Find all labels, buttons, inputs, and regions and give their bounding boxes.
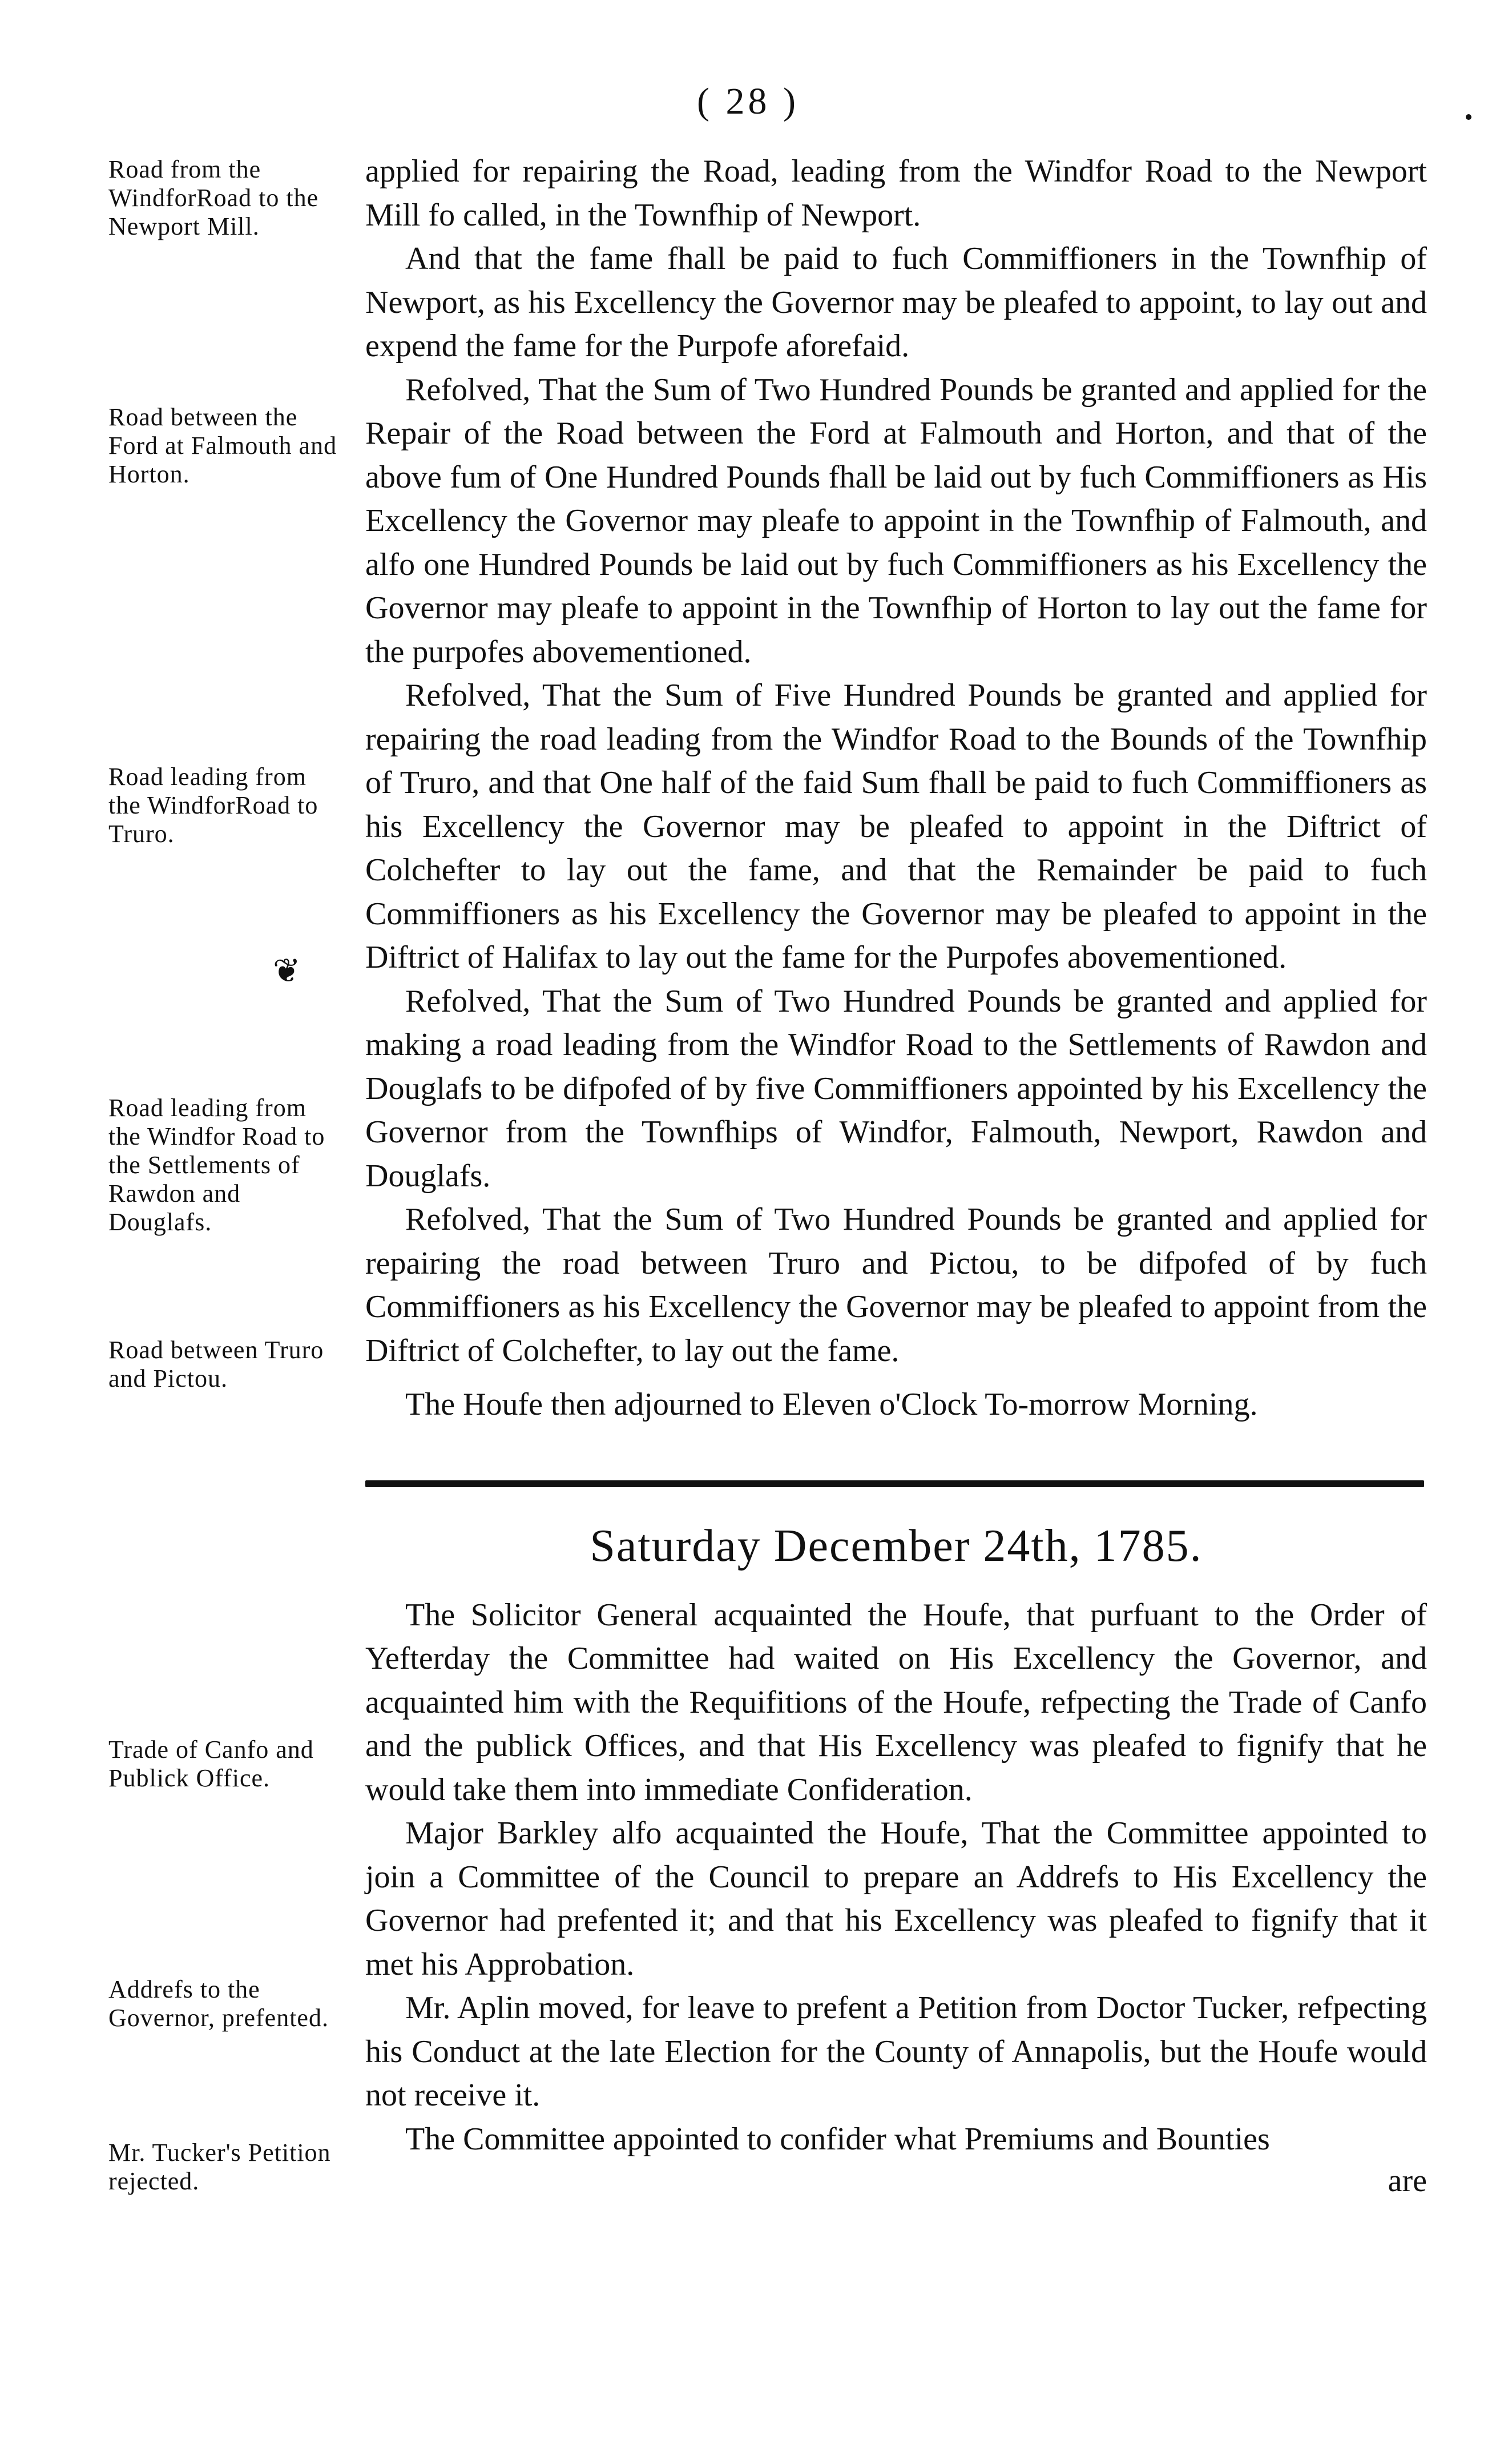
catchword: are <box>1388 2163 1427 2199</box>
margin-note-newport-road: Road from the WindforRoad to the Newport Mill. <box>108 155 319 240</box>
date-heading: Saturday December 24th, 1785. <box>590 1520 1203 1571</box>
section-divider <box>365 1480 1424 1487</box>
paragraph: And that the fame fhall be paid to fuch Commiffioners in the Townfhip of Newport, as his Excellency the Governor may be pleafed to appoint, to lay out and expend the fame for the Purpofe aforefaid. <box>365 241 1427 364</box>
paragraph: Mr. Aplin moved, for leave to prefent a Petition from Doctor Tucker, refpecting his Conduct at the late Election for the County of Annapolis, but the Houfe would not receive it. <box>365 1990 1427 2113</box>
margin-note-canso-trade: Trade of Canfo and Publick Office. <box>108 1736 314 1792</box>
paragraph: The Solicitor General acquainted the Houfe, that purfuant to the Order of Yefterday the Committee had waited on His Excellency the Governor, and acquainted him with the Requifitions of the Houfe, refpecting the Trade of Canfo and the publick Offices, and that His Excellency was pleafed to fignify that he would take them into immediate Confideration. <box>365 1597 1427 1807</box>
margin-note-tucker-petition: Mr. Tucker's Petition rejected. <box>108 2139 331 2195</box>
resolution-paragraph: Refolved, That the Sum of Two Hundred Pounds be granted and applied for repairing the road between Truro and Pictou, to be difpofed of by fuch Commiffioners as his Excellency the Governor may be pleafed to appoint from the Diftrict of Colchefter, to lay out the fame. <box>365 1202 1427 1368</box>
resolution-paragraph: Refolved, That the Sum of Five Hundred Pounds be granted and applied for repairing the road leading from the Windfor Road to the Bounds of the Townfhip of Truro, and that One half of the faid Sum fhall be paid to fuch Commiffioners as his Excellency the Governor may be pleafed to appoint in the Diftrict of Colchefter to lay out the fame, and that the Remainder be paid to fuch Commiffioners as his Excellency the Governor may be pleafed to appoint in the Diftrict of Halifax to lay out the fame for the Purpofes abovementioned. <box>365 678 1427 975</box>
margin-note-rawdon-douglass-road: Road leading from the Windfor Road to the Settlements of Rawdon and Douglafs. <box>108 1094 325 1236</box>
paragraph: The Committee appointed to confider what Premiums and Bounties <box>405 2121 1270 2157</box>
margin-note-truro-road: Road leading from the WindforRoad to Truro. <box>108 763 318 848</box>
page-number: ( 28 ) <box>697 80 799 122</box>
paragraph: applied for repairing the Road, leading from the Windfor Road to the Newport Mill fo called, in the Townfhip of Newport. <box>365 154 1427 233</box>
print-speck <box>1466 114 1471 120</box>
margin-note-address-governor: Addrefs to the Governor, prefented. <box>108 1975 329 2032</box>
margin-note-falmouth-horton-road: Road between the Ford at Falmouth and Horton. <box>108 403 337 488</box>
margin-notes <box>0 0 354 2464</box>
main-text-column <box>365 150 1427 2201</box>
adjournment-line: The Houfe then adjourned to Eleven o'Clock To-morrow Morning. <box>405 1387 1258 1422</box>
margin-note-truro-pictou-road: Road between Truro and Pictou. <box>108 1336 324 1392</box>
resolution-paragraph: Refolved, That the Sum of Two Hundred Pounds be granted and applied for making a road leading from the Windfor Road to the Settlements of Rawdon and Douglafs to be difpofed of by five Commiffioners appointed by his Excellency the Governor from the Townfhips of Windfor, Falmouth, Newport, Rawdon and Douglafs. <box>365 983 1427 1194</box>
fleuron-ornament: ❦ <box>273 952 301 989</box>
paragraph: Major Barkley alfo acquainted the Houfe, That the Committee appointed to join a Committee of the Council to prepare an Addrefs to His Excellency the Governor had prefented it; and that his Excellency was pleafed to fignify that it met his Approbation. <box>365 1815 1427 1982</box>
resolution-paragraph: Refolved, That the Sum of Two Hundred Pounds be granted and applied for the Repair of the Road between the Ford at Falmouth and Horton, and that of the above fum of One Hundred Pounds fhall be laid out by fuch Commiffioners as His Excellency the Governor may pleafe to appoint in the Townfhip of Falmouth, and alfo one Hundred Pounds be laid out by fuch Commiffioners as his Excellency the Governor may pleafe to appoint in the Townfhip of Horton to lay out the fame for the purpofes abovementioned. <box>365 372 1427 670</box>
